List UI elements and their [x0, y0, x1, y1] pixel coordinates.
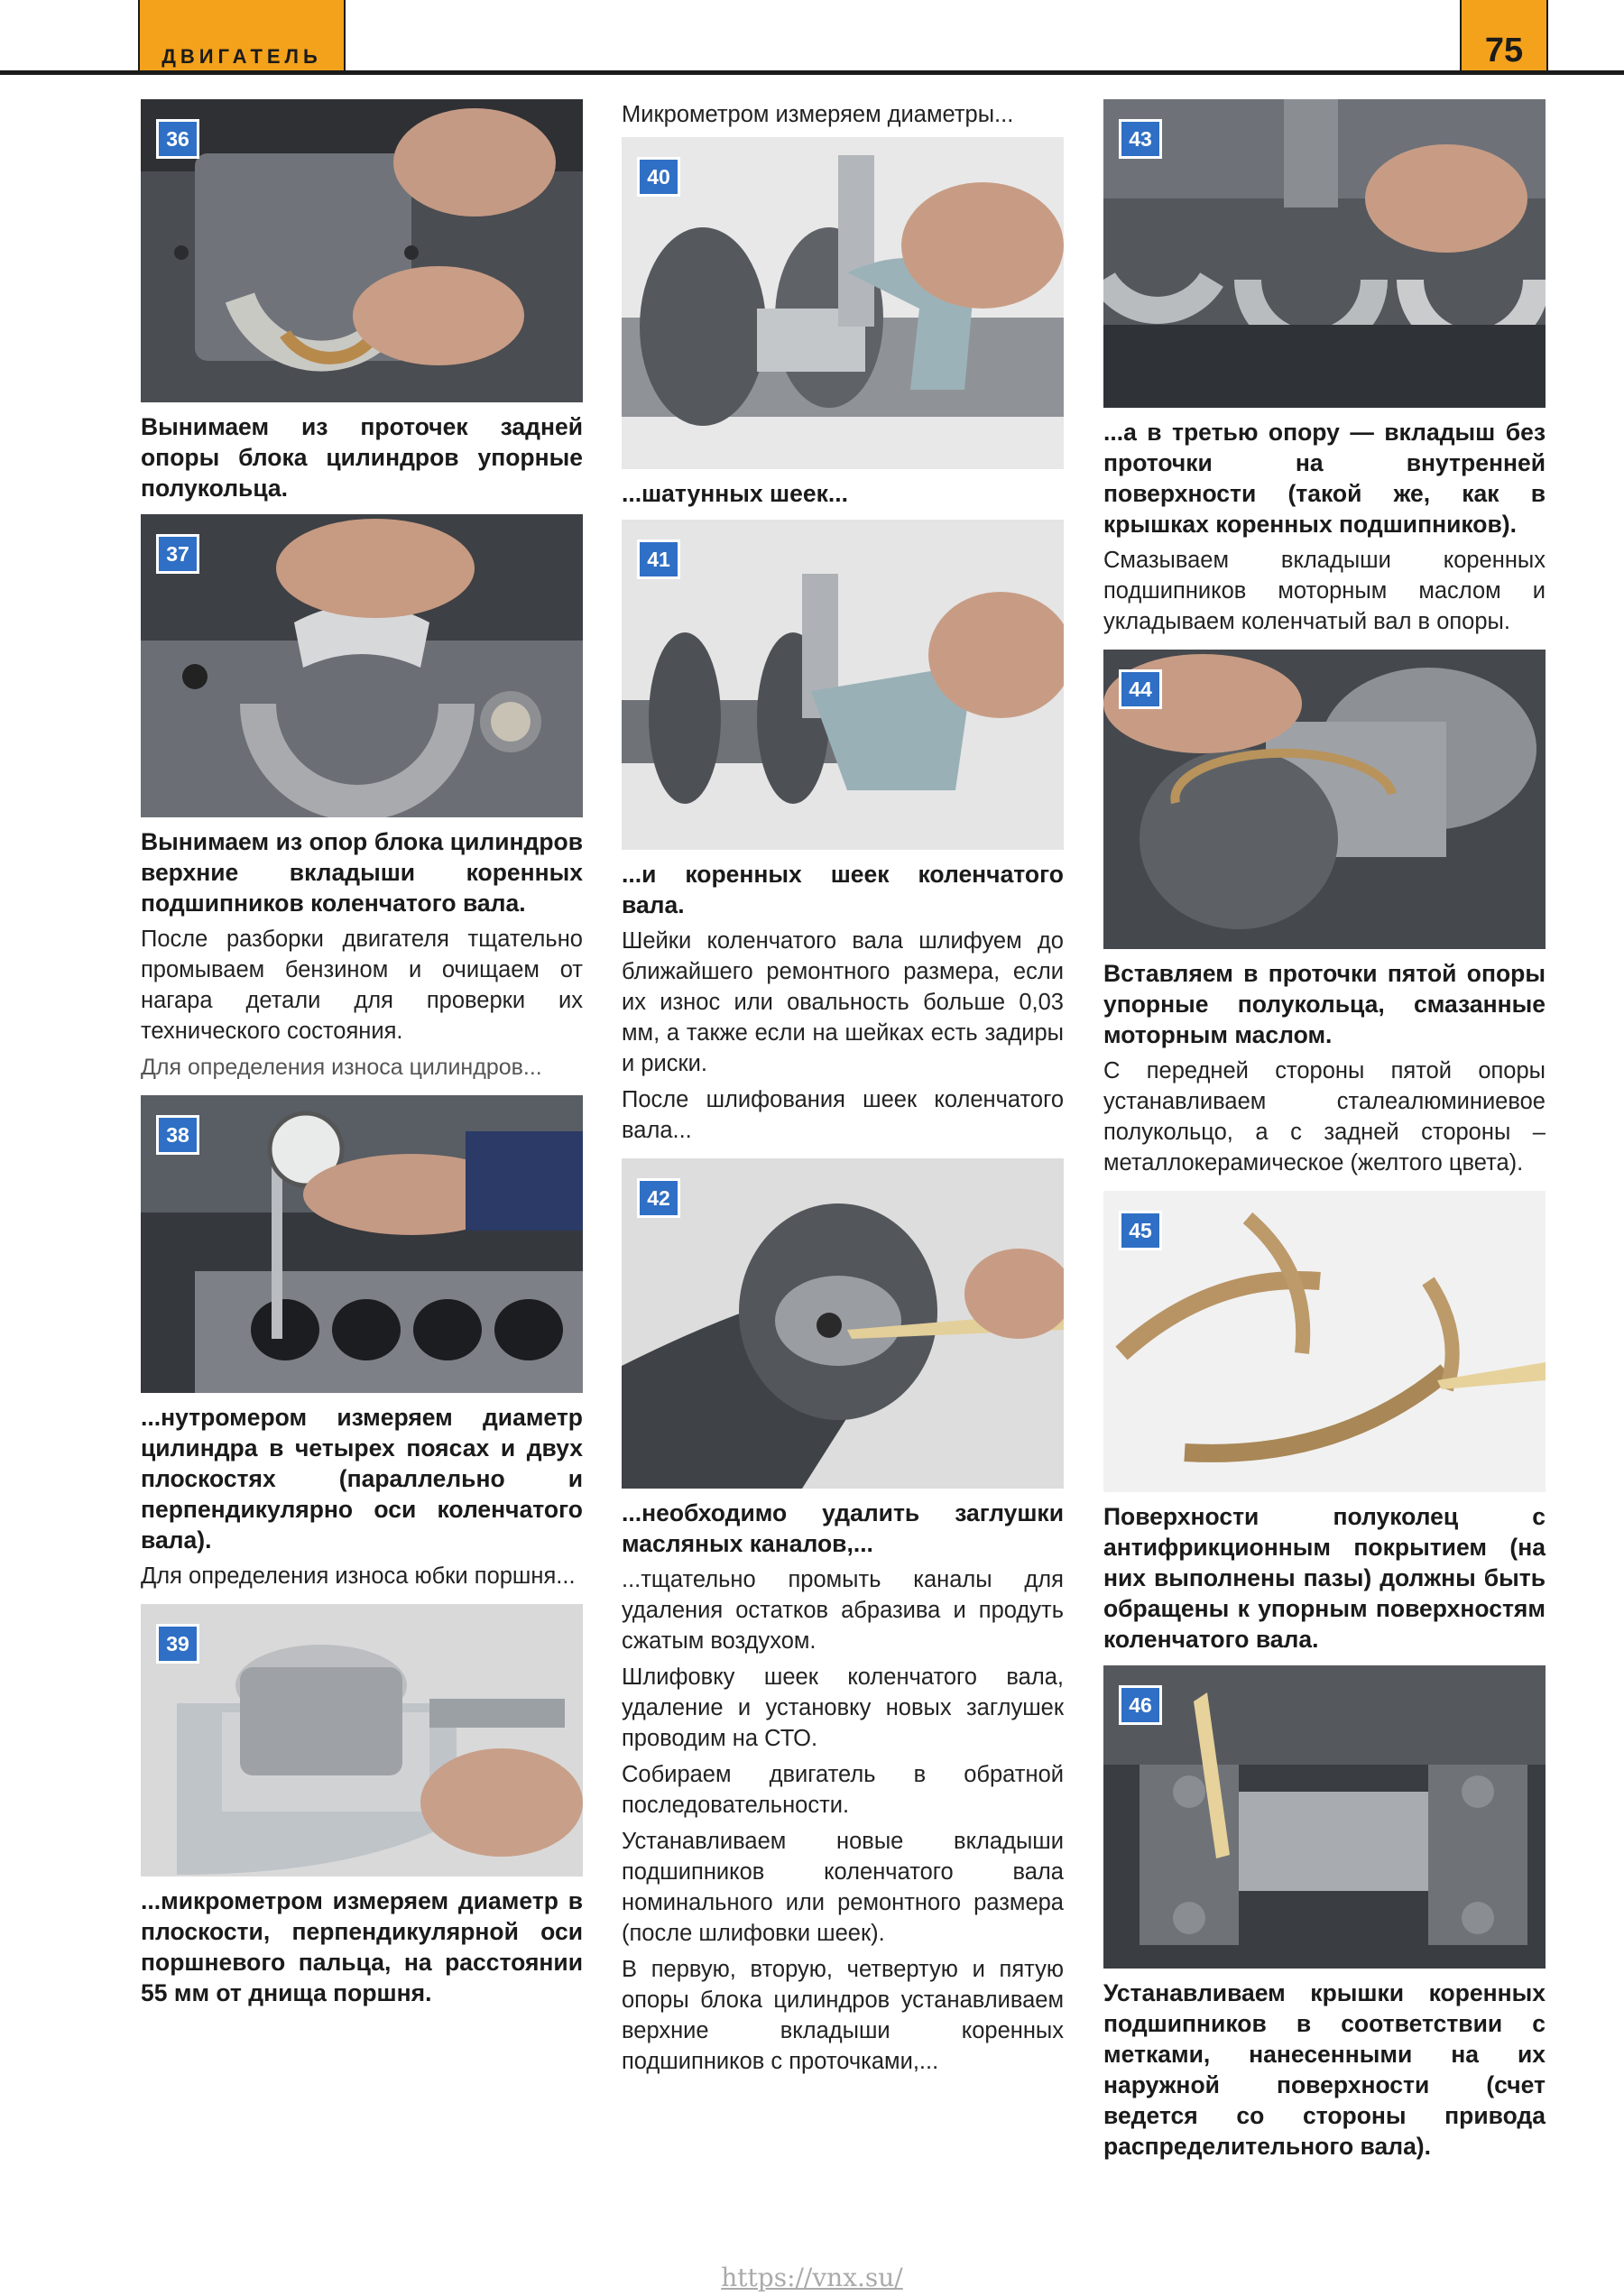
photo-38-image	[141, 1095, 583, 1393]
photo-40-caption: ...шатунных шеек...	[622, 480, 848, 507]
photo-41	[622, 520, 1064, 850]
photo-37-caption: Вынимаем из опор блока цилиндров верхние вкладыши коренных подшипников коленчатого вала.	[141, 828, 583, 917]
photo-39	[141, 1604, 583, 1876]
paragraph-micrometer-intro: Микрометром измеряем диаметры...	[622, 102, 1014, 127]
section-title: ДВИГАТЕЛЬ	[161, 45, 322, 68]
photo-43-caption: ...а в третью опору — вкладыш без проточки на внутренней поверхности (такой же, как в крышках коренных подшипников).	[1103, 419, 1546, 538]
page-number: 75	[1484, 32, 1524, 69]
photo-46-caption: Устанавливаем крышки коренных подшипников в соответствии с метками, нанесенными на их наружной поверхности (счет ведется со стороны привода распределительного вала).	[1103, 1979, 1546, 2160]
paragraph-new-bearings: Устанавливаем новые вкладыши подшипников коленчатого вала номинального или ремонтного размера (после шлифовки шеек).	[622, 1829, 1064, 1946]
photo-40-image	[622, 137, 1064, 469]
photo-39-caption: ...микрометром измеряем диаметр в плоскости, перпендикулярной оси поршневого пальца, на расстоянии 55 мм от днища поршня.	[141, 1887, 583, 2006]
photo-36-caption: Вынимаем из проточек задней опоры блока цилиндров упорные полукольца.	[141, 413, 583, 502]
photo-43	[1103, 99, 1546, 408]
photo-40-badge: 40	[637, 157, 680, 197]
photo-45-badge: 45	[1119, 1211, 1162, 1250]
photo-44-badge: 44	[1119, 669, 1162, 709]
photo-46	[1103, 1665, 1546, 1969]
photo-38-badge: 38	[156, 1115, 199, 1155]
paragraph-cylinder-wear: Для определения износа цилиндров...	[141, 1055, 542, 1080]
paragraph-grinding: Шейки коленчатого вала шлифуем до ближайшего ремонтного размера, если их износ или овальность больше 0,03 мм, а также если на шейках есть задиры и риски.	[622, 928, 1064, 1076]
photo-44-caption: Вставляем в проточки пятой опоры упорные полукольца, смазанные моторным маслом.	[1103, 960, 1546, 1048]
photo-36-badge: 36	[156, 119, 199, 159]
photo-41-caption: ...и коренных шеек коленчатого вала.	[622, 861, 1064, 918]
paragraph-skirt-wear: Для определения износа юбки поршня...	[141, 1563, 576, 1589]
photo-42	[622, 1158, 1064, 1489]
photo-42-caption: ...необходимо удалить заглушки масляных каналов,...	[622, 1499, 1064, 1557]
paragraph-grooved-shells: В первую, вторую, четвертую и пятую опоры блока цилиндров устанавливаем верхние вкладыши коренных подшипников с проточками,...	[622, 1957, 1064, 2074]
photo-45-image	[1103, 1191, 1546, 1492]
photo-41-image	[622, 520, 1064, 850]
paragraph-flush-channels: ...тщательно промыть каналы для удаления остатков абразива и продуть сжатым воздухом.	[622, 1567, 1064, 1654]
photo-39-badge: 39	[156, 1624, 199, 1664]
paragraph-cleaning: После разборки двигателя тщательно промываем бензином и очищаем от нагара детали для проверки их технического состояния.	[141, 927, 583, 1044]
paragraph-service-station: Шлифовку шеек коленчатого вала, удаление и установку новых заглушек проводим на СТО.	[622, 1664, 1064, 1751]
photo-36	[141, 99, 583, 402]
photo-43-image	[1103, 99, 1546, 408]
paragraph-thrust-rings: С передней стороны пятой опоры устанавливаем сталеалюминиевое полукольцо, а с задней стороны – металлокерамическое (желтого цвета).	[1103, 1058, 1546, 1176]
photo-44	[1103, 650, 1546, 949]
paragraph-lubricate: Смазываем вкладыши коренных подшипников моторным маслом и укладываем коленчатый вал в опоры.	[1103, 548, 1546, 634]
photo-42-badge: 42	[637, 1178, 680, 1218]
section-tab	[138, 0, 346, 72]
photo-41-badge: 41	[637, 539, 680, 579]
photo-37	[141, 514, 583, 817]
photo-46-badge: 46	[1119, 1685, 1162, 1725]
column-1	[141, 99, 583, 2014]
photo-42-image	[622, 1158, 1064, 1489]
photo-36-image	[141, 99, 583, 402]
photo-44-image	[1103, 650, 1546, 949]
paragraph-after-grinding: После шлифования шеек коленчатого вала...	[622, 1087, 1064, 1143]
photo-37-image	[141, 514, 583, 817]
photo-45-caption: Поверхности полуколец с антифрикционным покрытием (на них выполнены пазы) должны быть обращены к упорным поверхностям коленчатого вала.	[1103, 1503, 1546, 1653]
column-3	[1103, 99, 1546, 2167]
photo-37-badge: 37	[156, 534, 199, 574]
column-2	[622, 99, 1064, 2082]
paragraph-reassembly: Собираем двигатель в обратной последовательности.	[622, 1762, 1064, 1818]
photo-38-caption: ...нутромером измеряем диаметр цилиндра в четырех поясах и двух плоскостях (параллельно и перпендикулярно оси коленчатого вала).	[141, 1404, 583, 1554]
photo-38	[141, 1095, 583, 1393]
photo-46-image	[1103, 1665, 1546, 1969]
page-number-tab	[1460, 0, 1548, 72]
photo-45	[1103, 1191, 1546, 1492]
header-rule	[0, 70, 1624, 75]
photo-43-badge: 43	[1119, 119, 1162, 159]
page-header	[0, 0, 1624, 78]
photo-39-image	[141, 1604, 583, 1876]
photo-40	[622, 137, 1064, 469]
footer-url[interactable]: https://vnx.su/	[721, 2263, 903, 2292]
